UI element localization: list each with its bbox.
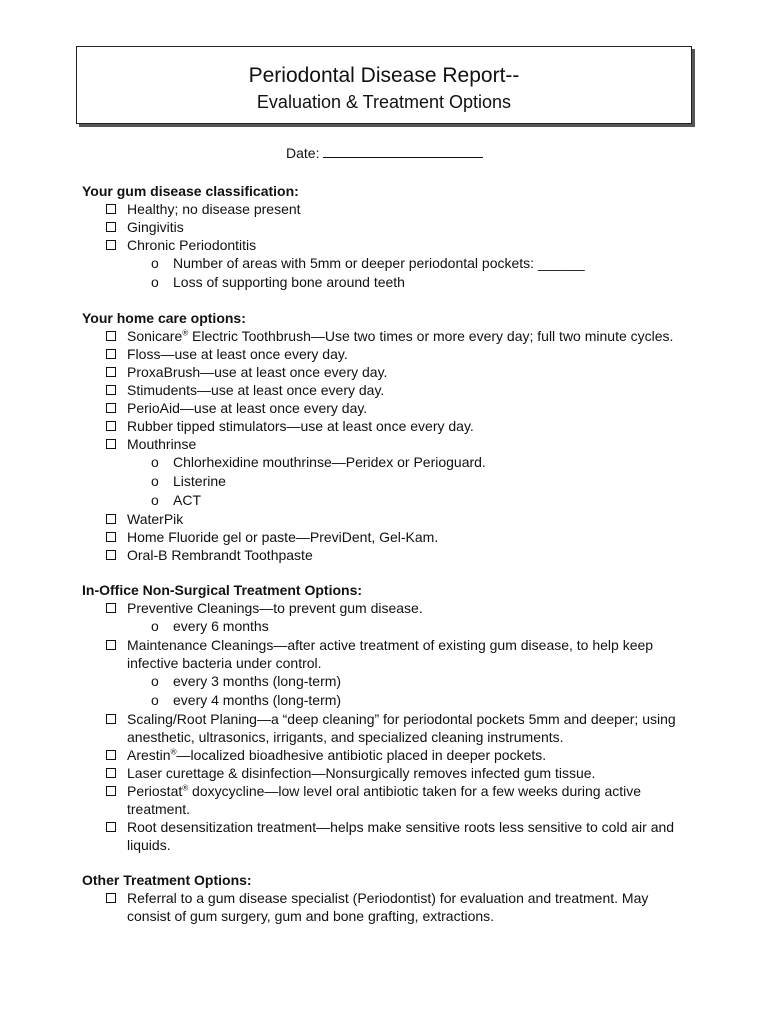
checkbox[interactable] xyxy=(106,640,116,650)
checkbox[interactable] xyxy=(106,603,116,613)
checkbox[interactable] xyxy=(106,240,116,250)
report-title-box xyxy=(76,46,692,124)
checkbox[interactable] xyxy=(106,403,116,413)
registered-mark: ® xyxy=(170,747,177,757)
checkbox[interactable] xyxy=(106,750,116,760)
registered-mark: ® xyxy=(182,328,189,338)
checkbox-item: Arestin®—localized bioadhesive antibiotic placed in deeper pockets. xyxy=(106,746,692,764)
checkbox[interactable] xyxy=(106,349,116,359)
classification-heading: Your gum disease classification: xyxy=(82,183,299,199)
checkbox[interactable] xyxy=(106,367,116,377)
sub-item: o ACT xyxy=(151,492,201,508)
sub-item: o every 3 months (long-term) xyxy=(151,673,342,689)
checkbox-item: Scaling/Root Planing—a “deep cleaning” for periodontal pockets 5mm and deeper; using anesthetic, ultrasonics, irrigants, and specialized cleaning instruments. xyxy=(106,710,692,746)
other-heading: Other Treatment Options: xyxy=(82,872,252,888)
in-office-heading: In-Office Non-Surgical Treatment Options: xyxy=(82,582,363,598)
checkbox[interactable] xyxy=(106,222,116,232)
checkbox[interactable] xyxy=(106,439,116,449)
checkbox[interactable] xyxy=(106,385,116,395)
sub-item: o Loss of supporting bone around teeth xyxy=(151,274,405,290)
checkbox-item: Mouthrinse o Chlorhexidine mouthrinse—Peridex or Perioguard. o Listerine o ACT xyxy=(106,435,692,510)
checkbox[interactable] xyxy=(106,786,116,796)
date-field[interactable] xyxy=(323,142,483,158)
classification-section xyxy=(82,182,692,292)
circle-bullet-icon: o xyxy=(151,618,159,634)
checkbox-item: Referral to a gum disease specialist (Periodontist) for evaluation and treatment. May consist of gum surgery, gum and bone grafting, extractions. xyxy=(106,889,692,925)
checkbox-item: Floss—use at least once every day. xyxy=(106,345,692,363)
checkbox-item: Sonicare® Electric Toothbrush—Use two times or more every day; full two minute cycles. xyxy=(106,327,692,345)
checkbox[interactable] xyxy=(106,768,116,778)
in-office-section xyxy=(82,581,692,854)
date-line xyxy=(286,142,483,161)
checkbox-item: Home Fluoride gel or paste—PreviDent, Gel-Kam. xyxy=(106,528,692,546)
checkbox[interactable] xyxy=(106,714,116,724)
checkbox[interactable] xyxy=(106,550,116,560)
checkbox[interactable] xyxy=(106,822,116,832)
checkbox-item: Oral-B Rembrandt Toothpaste xyxy=(106,546,692,564)
other-section xyxy=(82,871,692,925)
checkbox-item: PerioAid—use at least once every day. xyxy=(106,399,692,417)
checkbox[interactable] xyxy=(106,421,116,431)
checkbox-item: Maintenance Cleanings—after active treatment of existing gum disease, to help keep infective bacteria under control. o every 3 months (long-term) o every 4 months (long-term) xyxy=(106,636,692,710)
sub-item: o Number of areas with 5mm or deeper periodontal pockets: ______ xyxy=(151,255,585,271)
checkbox-item: Periostat® doxycycline—low level oral antibiotic taken for a few weeks during active treatment. xyxy=(106,782,692,818)
home-care-heading: Your home care options: xyxy=(82,310,246,326)
circle-bullet-icon: o xyxy=(151,473,159,489)
checkbox-item: Rubber tipped stimulators—use at least once every day. xyxy=(106,417,692,435)
checkbox-item: Laser curettage & disinfection—Nonsurgically removes infected gum tissue. xyxy=(106,764,692,782)
checkbox[interactable] xyxy=(106,532,116,542)
sub-item: o Listerine xyxy=(151,473,226,489)
checkbox-item: Preventive Cleanings—to prevent gum disease. o every 6 months xyxy=(106,599,692,636)
checkbox-item: Stimudents—use at least once every day. xyxy=(106,381,692,399)
circle-bullet-icon: o xyxy=(151,454,159,470)
checkbox-item: Gingivitis xyxy=(106,218,692,236)
checkbox-item: Healthy; no disease present xyxy=(106,200,692,218)
circle-bullet-icon: o xyxy=(151,492,159,508)
report-content xyxy=(82,182,692,942)
home-care-section xyxy=(82,309,692,564)
circle-bullet-icon: o xyxy=(151,692,159,708)
circle-bullet-icon: o xyxy=(151,255,159,271)
checkbox[interactable] xyxy=(106,514,116,524)
report-title: Periodontal Disease Report-- xyxy=(248,64,520,87)
checkbox-item: ProxaBrush—use at least once every day. xyxy=(106,363,692,381)
checkbox-item: Chronic Periodontitis o Number of areas with 5mm or deeper periodontal pockets: ______ o Loss of supporting bone around teeth xyxy=(106,236,692,292)
checkbox-item: WaterPik xyxy=(106,510,692,528)
checkbox[interactable] xyxy=(106,331,116,341)
circle-bullet-icon: o xyxy=(151,673,159,689)
checkbox[interactable] xyxy=(106,893,116,903)
circle-bullet-icon: o xyxy=(151,274,159,290)
date-label: Date: xyxy=(286,145,320,161)
checkbox-item: Root desensitization treatment—helps make sensitive roots less sensitive to cold air and liquids. xyxy=(106,818,692,854)
registered-mark: ® xyxy=(182,783,189,793)
sub-item: o every 6 months xyxy=(151,618,269,634)
report-subtitle: Evaluation & Treatment Options xyxy=(256,92,512,112)
checkbox[interactable] xyxy=(106,204,116,214)
sub-item: o every 4 months (long-term) xyxy=(151,692,342,708)
sub-item: o Chlorhexidine mouthrinse—Peridex or Perioguard. xyxy=(151,454,486,470)
